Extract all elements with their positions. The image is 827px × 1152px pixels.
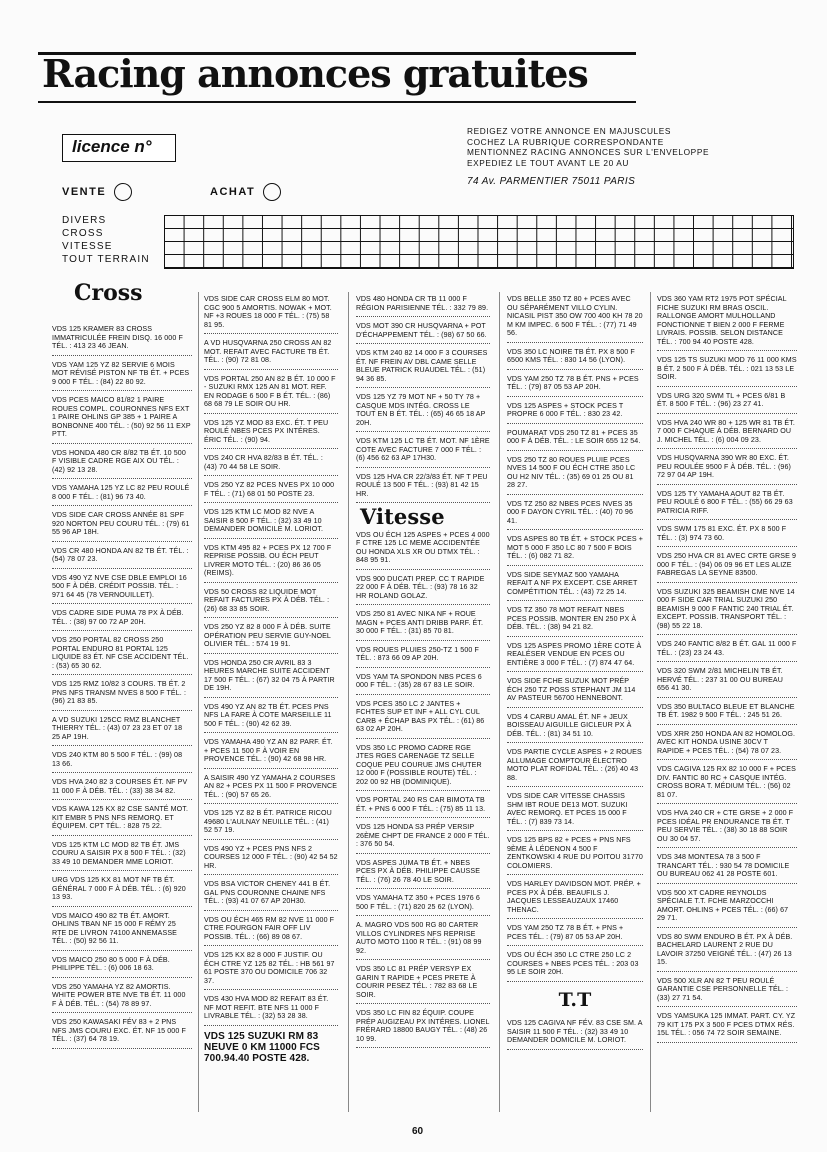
instruction-line: MENTIONNEZ RACING ANNONCES SUR L'ENVELOPPE [467, 147, 710, 157]
classified-ad: VDS MOT 390 CR HUSQVARNA + POT D'ÉCHAPPEMENT TÉL. : (98) 67 50 66. [356, 319, 490, 344]
classified-ad: VDS 490 YZ AN 82 TB ÉT. PCES PNS NFS LA FARE À COTE MARSEILLE 11 500 F TÉL. : (90) 42 62 39. [204, 700, 338, 734]
achat-label: ACHAT [210, 185, 256, 198]
classified-ad: VDS 125 YZ 79 MOT NF + 50 TY 78 + CASQUE MDS INTÉG. CROSS LE TOUT EN B ÉT. TÉL. : (65) 46 65 18 AP 20H. [356, 390, 490, 432]
classified-ad: VDS 125 RMZ 10/82 3 COURS. TB ÉT. 2 PNS NFS TRANSM NVES 8 500 F TÉL. : (96) 21 83 85. [52, 677, 192, 711]
category-vitesse[interactable]: VITESSE [62, 241, 113, 252]
classified-ad: VDS 350 BULTACO BLEUE ET BLANCHE TB ÉT. 1982 9 500 F TÉL. : 245 51 26. [657, 700, 797, 725]
achat-circle[interactable] [263, 183, 281, 201]
licence-label: licence n° [72, 137, 152, 156]
classified-ad: VDS 125 BPS 82 + PCES + PNS NFS 9ÈME À LÉDENON 4 500 F ZENTKOWSKI 4 RUE DU POITOU 31770 COLOMIERS. [507, 833, 643, 875]
classified-ad: VDS YAM 250 TZ 78 B ÉT. + PNS + PCES TÉL. : (79) 87 05 53 AP 20H. [507, 921, 643, 946]
instruction-line: EXPEDIEZ LE TOUT AVANT LE 20 AU [467, 157, 630, 168]
classified-ad: VDS HVA 240 CR + CTE GRSE + 2 000 F PCES IDÉAL PR ENDURANCE TB ÉT. T PEU SERVIE TÉL. : (38) 30 18 88 SOIR OU 30 04 57. [657, 806, 797, 848]
vente-label: VENTE [62, 185, 107, 198]
classified-ad: VDS 250 YAMAHA YZ 82 AMORTIS. WHITE POWER BTE NVE TB ÉT. 11 000 F À DÉB. TÉL. : (54) 78 89 97. [52, 980, 192, 1014]
classified-ad: VDS XRR 250 HONDA AN 82 HOMOLOG. AVEC KIT HONDA USINE 30CV T RAPIDE + PCES TÉL. : (54) 78 07 23. [657, 727, 797, 761]
classified-ad: VDS ROUES PLUIES 250-TZ 1 500 F TÉL. : 873 66 09 AP 20H. [356, 643, 490, 668]
classified-ad: VDS YAMAHA 125 YZ LC 82 PEU ROULÉ 8 000 F TÉL. : (81) 96 73 40. [52, 481, 192, 506]
category-divers[interactable]: DIVERS [62, 215, 107, 226]
classified-ad: VDS 125 YZ MOD 83 EXC. ÉT. T PEU ROULÉ NBES PCES PX INTÉRES. ÉRIC TÉL. : (90) 94. [204, 416, 338, 450]
classified-ad: VDS KTM 495 82 + PCES PX 12 700 F REPRISE POSSIB. OU ÉCH PEUT LIVRER MOTO TÉL. : (20) 86 36 05 (REIMS). [204, 541, 338, 583]
category-cross[interactable]: CROSS [62, 228, 104, 239]
category-list [62, 214, 150, 266]
classified-ad: VDS CR 480 HONDA AN 82 TB ÉT. TÉL. : (54) 78 07 23. [52, 544, 192, 569]
classified-ad: VDS 430 HVA MOD 82 REFAIT 83 ÉT. NF MOT REFIT. BTE NFS 11 000 F LIVRABLE TÉL. : (32) 53 28 38. [204, 992, 338, 1026]
vente-circle[interactable] [114, 183, 132, 201]
ads-column-5 [657, 292, 797, 1045]
classified-ad: URG VDS 125 KX 81 MOT NF TB ÉT. GÉNÉRAL 7 000 F À DÉB. TÉL. : (6) 920 13 93. [52, 873, 192, 907]
classified-ad: VDS SIDE CAR CROSS ELM 80 MOT. CGC 900 5 AMORTIS. NOWAK + MOT. NF +3 ROUES 18 000 F TÉL. : (75) 58 81 95. [204, 292, 338, 334]
classified-ad: VDS 490 YZ + PCES PNS NFS 2 COURSES 12 000 F TÉL. : (90) 42 54 52 HR. [204, 842, 338, 876]
classified-ad: VDS KAWA 125 KX 82 CSE SANTÉ MOT. KIT EMBR 5 PNS NFS REMORQ. ET ÉQUIPEM. CPT TÉL. : 828 75 22. [52, 802, 192, 836]
classified-ad: VDS 350 LC NOIRE TB ÉT. PX 8 500 F 6500 KMS TÉL. : 830 14 56 (LYON). [507, 345, 643, 370]
classified-ad: VDS TZ 250 82 NBES PCES NVES 35 000 F DAYON CYRIL TÉL. : (40) 70 96 41. [507, 497, 643, 531]
classified-ad: VDS SIDE FCHE SUZUK MOT PRÉP ÉCH 250 TZ POSS STEPHANT JM 114 AV PASTEUR 56700 HENNEBONT. [507, 674, 643, 708]
classified-ad: VDS 80 SWM ENDURO B ÉT. PX À DÉB. BACHELARD LAURENT 2 RUE DU LAVOIR 37250 VEIGNÉ TÉL. : (47) 26 13 15. [657, 930, 797, 972]
classified-ad: VDS CADRE SIDE PUMA 78 PX À DÉB. TÉL. : (38) 97 00 72 AP 20H. [52, 606, 192, 631]
classified-ad: VDS 125 HVA CR 22/3/83 ÉT. NF T PEU ROULÉ 13 500 F TÉL. : (93) 81 42 15 HR. [356, 470, 490, 504]
classified-ad: VDS SWM 175 81 EXC. ÉT. PX 8 500 F TÉL. : (3) 974 73 60. [657, 522, 797, 547]
classified-ad: VDS 250 PORTAL 82 CROSS 250 PORTAL ENDURO 81 PORTAL 125 LIQUIDE 83 ÉT. NF CSE ACCIDENT TÉL. : (53) 65 30 62. [52, 633, 192, 675]
classified-ad: VDS MAICO 490 82 TB ÉT. AMORT. OHLINS TBAN NF 15 000 F RÉMY 25 RTE DE LIVRON 74100 ANNEMASSE TÉL. : (50) 92 56 11. [52, 909, 192, 951]
classified-ad: VDS URG 320 SWM TL + PCES 6/81 B ÉT. 8 500 F TÉL. : (96) 23 27 41. [657, 389, 797, 414]
classified-ad: VDS SIDE SEYMAZ 500 YAMAHA REFAIT A NF PX EXCEPT. CSE ARRET COMPÉTITION TÉL. : (43) 72 25 14. [507, 568, 643, 602]
classified-ad: VDS PORTAL 240 RS CAR BIMOTA TB ÉT. + PNS 6 000 F TÉL. : (75) 85 11 13. [356, 793, 490, 818]
classified-ad: VDS CAGIVA 125 RX 82 10 000 F + PCES DIV. FANTIC 80 RC + CASQUE INTÉG. CROSS BORA T. MÉDIUM TÉL. : (56) 02 81 07. [657, 762, 797, 804]
classified-ad: VDS BELLE 350 TZ 80 + PCES AVEC OU SÉPARÉMENT VILLO CYLIN. NICASIL PIST 350 OW 700 400 KH 78 20 M KM IMPEC. 6 500 F TÉL. : (77) 71 49 56. [507, 292, 643, 343]
classified-ad: VDS 250 HVA CR 81 AVEC CRTE GRSE 9 000 F TÉL. : (94) 06 09 96 ET LES ALIZE FABREGAS LA SEYNE 83500. [657, 549, 797, 583]
classified-ad: VDS KTM 125 LC TB ÉT. MOT. NF 1ÈRE COTE AVEC FACTURE 7 000 F TÉL. : (6) 456 62 63 AP 17H30. [356, 434, 490, 468]
classified-ad: VDS TZ 350 78 MOT REFAIT NBES PCES POSSIB. MONTER EN 250 PX À DÉB. TÉL. : (38) 94 21 82. [507, 603, 643, 637]
classified-ad: VDS 250 YZ 82 8 000 F À DÉB. SUITE OPÉRATION PEU SERVIE GUY-NOEL OLIVIER TÉL. : 574 19 91. [204, 620, 338, 654]
classified-ad: VDS 250 81 AVEC NIKA NF + ROUE MAGN + PCES ANTI DRIBB PARF. ÉT. 30 000 F TÉL. : (31) 85 70 81. [356, 607, 490, 641]
classified-ad: A SAISIR 490 YZ YAMAHA 2 COURSES AN 82 + PCES PX 11 500 F PROVENCE TÉL. : (90) 57 65 26. [204, 771, 338, 805]
entry-grid[interactable] [164, 215, 794, 269]
column-divider [499, 292, 500, 1112]
classified-ad: POUMARAT VDS 250 TZ 81 + PCES 35 000 F À DÉB. TÉL. : LE SOIR 655 12 54. [507, 426, 643, 451]
classified-ad: VDS KTM 240 82 14 000 F 3 COURSES ÉT. NF FREIN AV DBL CAME SELLE BLEUE PATRICK RUAUDEL TÉL. : (51) 94 36 85. [356, 346, 490, 388]
address: 74 Av. PARMENTIER 75011 PARIS [467, 176, 636, 187]
classified-ad: VDS 125 ASPES PROMO 1ÈRE COTE À REALÉSER VENDUE EN PCES OU ENTIÈRE 3 000 F TÉL. : (7) 874 47 64. [507, 639, 643, 673]
instructions [467, 126, 807, 168]
classified-ad: VDS 900 DUCATI PREP. CC T RAPIDE 22 000 F À DÉB. TÉL. : (93) 78 16 32 HR ROLAND GOLAZ. [356, 572, 490, 606]
ads-column-4 [507, 292, 643, 1052]
classified-ad: VDS YAMSUKA 125 IMMAT. PART. CY. YZ 79 KIT 175 PX 3 500 F PCES DTMX RÉS. 15L TÉL. : 056 74 72 SOIR SEMAINE. [657, 1009, 797, 1043]
classified-ad: VDS SUZUKI 325 BEAMISH CME NVE 14 000 F SIDE CAR TRIAL SUZUKI 250 BEAMISH 9 000 F FANTIC 240 TRIAL ÉT. EXCEPT. POSSIB. TRANSPORT TÉL. : (98) 55 22 18. [657, 585, 797, 636]
classified-ad: VDS 125 YZ 82 B ÉT. PATRICE RICOU 49680 L'AULNAY NEUILLE TÉL. : (41) 52 57 19. [204, 806, 338, 840]
achat-choice[interactable] [210, 183, 281, 201]
column-divider [198, 292, 199, 1112]
classified-ad: VDS 240 FANTIC 8/82 B ÉT. GAL 11 000 F TÉL. : (23) 23 24 43. [657, 637, 797, 662]
page-title: Racing annonces gratuites [42, 51, 588, 96]
classified-ad: VDS 125 KRAMER 83 CROSS IMMATRICULÉE FREIN DISQ. 16 000 F TÉL. : 413 23 46 JEAN. [52, 322, 192, 356]
ads-column-2 [204, 292, 338, 1070]
classified-ad: VDS PORTAL 250 AN 82 B ÉT. 10 000 F - SUZUKI RMX 125 AN 81 MOT. REF. EN RODAGE 6 500 F B ÉT. TÉL. : (86) 68 68 79 LE SOIR OU HR. [204, 372, 338, 414]
classified-ad: VDS 250 TZ 80 ROUES PLUIE PCES NVES 14 500 F OU ÉCH CTRE 350 LC OU H2 NIV TÉL. : (35) 69 01 25 OU 81 28 27. [507, 453, 643, 495]
classified-ad: VDS 125 CAGIVA NF FÉV. 83 CSE SM. A SAISIR 11 500 F TÉL. : (32) 33 49 10 DEMANDER DOMICILE M. LORIOT. [507, 1016, 643, 1050]
classified-ad: VDS 250 KAWASAKI FÉV 83 + 2 PNS NFS JMS COURU EXC. ÉT. NF 15 000 F TÉL. : (37) 64 78 19. [52, 1015, 192, 1049]
classified-ad: VDS 125 HONDA S3 PRÉP VERSIP 26ÈME CHPT DE FRANCE 2 000 F TÉL. : 376 50 54. [356, 820, 490, 854]
classified-ad: VDS SIDE CAR CROSS ANNÉE 81 SPF 920 NORTON PEU COURU TÉL. : (79) 61 55 96 AP 18H. [52, 508, 192, 542]
classified-ad: VDS 320 SWM 2/81 MICHELIN TB ÉT. HERVÉ TÉL. : 237 31 00 OU BUREAU 656 41 30. [657, 664, 797, 698]
classified-ad: VDS HVA 240 WR 80 + 125 WR 81 TB ÉT. 7 000 F CHAQUE À DÉB. BERNARD OU J. MICHEL TÉL. : (6) 004 09 23. [657, 416, 797, 450]
classified-ad: VDS BSA VICTOR CHENEY 441 B ÉT. GAL PNS COURONNE CHAINE NFS TÉL. : (93) 41 07 67 AP 20H30. [204, 877, 338, 911]
classified-ad: A VD HUSQVARNA 250 CROSS AN 82 MOT. REFAIT AVEC FACTURE TB ÉT. TÉL. : (90) 72 81 08. [204, 336, 338, 370]
classified-ad: VDS OU ÉCH 465 RM 82 NVE 11 000 F CTRE FOURGON FAIR OFF LIV POSSIB. TÉL. : (66) 89 08 67. [204, 913, 338, 947]
classified-ad: VDS PARTIE CYCLE ASPES + 2 ROUES ALLUMAGE COMPTOUR ÉLECTRO MOTO PLAT ROFIDAL TÉL. : (26) 40 43 88. [507, 745, 643, 787]
classified-ad: VDS 348 MONTESA 78 3 500 F TRANCART TÉL. : 930 54 78 DOMICILE OU BUREAU 062 41 28 POSTE 601. [657, 850, 797, 884]
classified-ad: VDS 350 LC PROMO CADRE RGE JTES RGES CARENAGE TZ SELLE COQUE PEU COURUE JMS CHUTER 12 000 F (POSSIBLE ROUTE) TÉL. : 202 00 92 HB (DOMINIQUE). [356, 741, 490, 792]
classified-ad: VDS HUSQVARNA 390 WR 80 EXC. ÉT. PEU ROULÉE 9500 F À DÉB. TÉL. : (96) 72 97 04 AP 19H. [657, 451, 797, 485]
classified-ad: VDS YAM TA SPONDON NBS PCES 6 000 F TÉL. : (35) 28 67 83 LE SOIR. [356, 670, 490, 695]
classified-ad: VDS HVA 240 82 3 COURSES ÉT. NF PV 11 000 F À DÉB. TÉL. : (33) 38 34 82. [52, 775, 192, 800]
classified-ad: VDS 350 LC 81 PRÉP VERSYP EX GARIN T RAPIDE + PCES PRETE À COURIR PESEZ TÉL. : 782 83 68 LE SOIR. [356, 962, 490, 1004]
classified-ad: VDS HARLEY DAVIDSON MOT. PRÉP. + PCES PX À DÉB. BEAUFILS J. JACQUES LESSEAUZAUX 17460 THENAC. [507, 877, 643, 919]
instruction-line: REDIGEZ VOTRE ANNONCE EN MAJUSCULES [467, 126, 672, 136]
classified-ad: VDS YAM 250 TZ 78 B ÉT. PNS + PCES TÉL. : (79) 87 05 53 AP 20H. [507, 372, 643, 397]
classified-ad: VDS YAMAHA 490 YZ AN 82 PARF. ÉT. + PCES 11 500 F À VOIR EN PROVENCE TÉL. : (90) 42 68 98 HR. [204, 735, 338, 769]
classified-ad: A. MAGRO VDS 500 RG 80 CARTER VILLOS CYLINDRES NFS REPRISE AUTO MOTO 1100 R TÉL. : (91) 08 99 92. [356, 918, 490, 960]
column-divider [348, 292, 349, 1112]
classified-ad: VDS 50 CROSS 82 LIQUIDE MOT REFAIT FACTURES PX À DÉB. TÉL. : (26) 68 33 85 SOIR. [204, 585, 338, 619]
classified-ad: VDS PCES 350 LC 2 JANTES + FCHTES SUP ET INF + ALL CYL CUL CARB + ÉCHAP BAS PX TÉL. : (61) 86 63 02 AP 20H. [356, 697, 490, 739]
classified-ad: VDS 500 XLR AN 82 T PEU ROULÉ GARANTIE CSE PERSONNELLE TÉL. : (33) 27 71 54. [657, 974, 797, 1008]
classified-ad: VDS 240 KTM 80 5 500 F TÉL. : (99) 08 13 66. [52, 748, 192, 773]
classified-ad: VDS 360 YAM RT2 1975 POT SPÉCIAL FICHE SUZUKI RM BRAS OSCIL. RALLONGE AMORT MULHOLLAND FONCTIONNE T BIEN 2 000 F FERME LIVRAIS. POSSIB. SELON DISTANCE TÉL. : 700 94 40 POSTE 428. [657, 292, 797, 351]
vente-choice[interactable] [62, 183, 132, 201]
classified-ad: VDS PCES MAICO 81/82 1 PAIRE ROUES COMPL. COURONNES NFS EXT 1 PAIRE OHLINS GP 385 + 1 PAIRE A BONBONNE 400 TÉL. : (50) 92 56 11 EXP PTT. [52, 393, 192, 444]
classified-ad: VDS 500 XT CADRE REYNOLDS SPÉCIALE T.T. FCHE MARZOCCHI AMORT. OHLINS + PCES TÉL. : (66) 67 29 71. [657, 886, 797, 928]
classified-ad: VDS 250 YZ 82 PCES NVES PX 10 000 F TÉL. : (71) 68 01 50 POSTE 23. [204, 478, 338, 503]
instruction-line: COCHEZ LA RUBRIQUE CORRESPONDANTE [467, 136, 664, 147]
classified-ad: VDS 240 CR HVA 82/83 B ÉT. TÉL. : (43) 70 44 58 LE SOIR. [204, 451, 338, 476]
classified-ad: VDS 125 KTM LC MOD 82 NVE A SAISIR 8 500 F TÉL. : (32) 33 49 10 DEMANDER DOMICILE M. LORIOT. [204, 505, 338, 539]
classified-ad: VDS MAICO 250 80 5 000 F À DÉB. PHILIPPE TÉL. : (6) 006 18 63. [52, 953, 192, 978]
classified-ad: VDS HONDA 480 CR 8/82 TB ÉT. 10 500 F VISIBLE CADRE RGE AIX OU TÉL. : (42) 92 13 28. [52, 446, 192, 480]
classified-ad: VDS 125 ASPES + STOCK PCES T PROPRE 6 000 F TÉL. : 830 23 42. [507, 399, 643, 424]
section-vitesse-title: Vitesse [360, 504, 445, 529]
ads-column-1 [52, 322, 192, 1051]
section-tt-title: T.T [558, 988, 592, 1011]
classified-ad: VDS SIDE CAR VITESSE CHASSIS SHM IBT ROUE DE13 MOT. SUZUKI AVEC REMORQ. ET PCES 15 000 F TÉL. : (7) 839 73 14. [507, 789, 643, 831]
classified-ad: VDS HONDA 250 CR AVRIL 83 3 HEURES MARCHE SUITE ACCIDENT 17 500 F TÉL. : (67) 32 04 75 À PARTIR DE 19H. [204, 656, 338, 698]
classified-ad: VDS 125 KTM LC MOD 82 TB ÉT. JMS COURU A SAISIR PX 8 500 F TÉL. : (32) 33 49 10 DEMANDER MME LORIOT. [52, 838, 192, 872]
ads-column-3 [356, 292, 490, 1050]
featured-ad: VDS 125 SUZUKI RM 83 NEUVE 0 KM 11000 FCS 700.94.40 POSTE 428. [204, 1030, 320, 1064]
classified-ad: VDS 480 HONDA CR TB 11 000 F RÉGION PARISIENNE TÉL. : 332 79 89. [356, 292, 490, 317]
classified-ad: VDS 125 TS SUZUKI MOD 76 11 000 KMS B ÉT. 2 500 F À DÉB. TÉL. : 021 13 53 LE SOIR. [657, 353, 797, 387]
classified-ad: A VD SUZUKI 125CC RMZ BLANCHET THIERRY TÉL. : (43) 07 23 23 ET 07 18 25 AP 19H. [52, 713, 192, 747]
classified-ad: VDS OU ÉCH 350 LC CTRE 250 LC 2 COURSES + NBES PCES TÉL. : 203 03 95 LE SOIR 20H. [507, 948, 643, 982]
classified-ad: VDS 125 TY YAMAHA AOUT 82 TB ÉT. PEU ROULÉ 6 800 F TÉL. : (55) 66 29 63 PATRICIA RIFF. [657, 487, 797, 521]
classified-ad: VDS 4 CARBU AMAL ÉT. NF + JEUX BOISSEAU AIGUILLE GICLEUR PX À DÉB. TÉL. : (81) 34 51 10. [507, 710, 643, 744]
classified-ad: VDS ASPES 80 TB ÉT. + STOCK PCES + MOT 5 000 F 350 LC 80 7 500 F BOIS TÉL. : (6) 082 71 82. [507, 532, 643, 566]
section-cross-title: Cross [74, 280, 143, 306]
classified-ad: VDS OU ÉCH 125 ASPES + PCES 4 000 F CTRE 125 LC MEME ACCIDENTÉE OU HONDA XLS XR OU DTMX TÉL. : 848 95 91. [356, 528, 490, 570]
classified-ad: VDS YAM 125 YZ 82 SERVIE 6 MOIS MOT RÉVISÉ PISTON NF TB ÉT. + PCES 9 000 F TÉL. : (84) 22 80 92. [52, 358, 192, 392]
page-number: 60 [412, 1126, 424, 1137]
classified-ad: VDS 350 LC FIN 82 ÉQUIP. COUPE PRÉP AUGIZEAU PX INTÉRES. LIONEL FRÉRARD 18800 BAUGY TÉL. : (48) 26 10 99. [356, 1006, 490, 1048]
category-tout-terrain[interactable]: TOUT TERRAIN [62, 254, 150, 265]
column-divider [650, 292, 651, 1112]
classified-ad: VDS ASPES JUMA TB ÉT. + NBES PCES PX À DÉB. PHILIPPE CAUSSE TÉL. : (76) 26 78 40 LE SOIR. [356, 856, 490, 890]
classified-ad: VDS 125 KX 82 8 000 F JUSTIF. OU ÉCH CTRE YZ 125 82 TÉL. : HB 561 97 61 POSTE 370 OU DOMICILE 706 32 37. [204, 948, 338, 990]
classified-ad: VDS YAMAHA TZ 350 + PCES 1976 6 500 F TÉL. : (71) 820 25 62 (LYON). [356, 891, 490, 916]
classified-ad: VDS 490 YZ NVE CSE DBLE EMPLOI 16 500 F À DÉB. CRÉDIT POSSIB. TÉL. : 971 64 45 (78 VERNOUILLET). [52, 571, 192, 605]
